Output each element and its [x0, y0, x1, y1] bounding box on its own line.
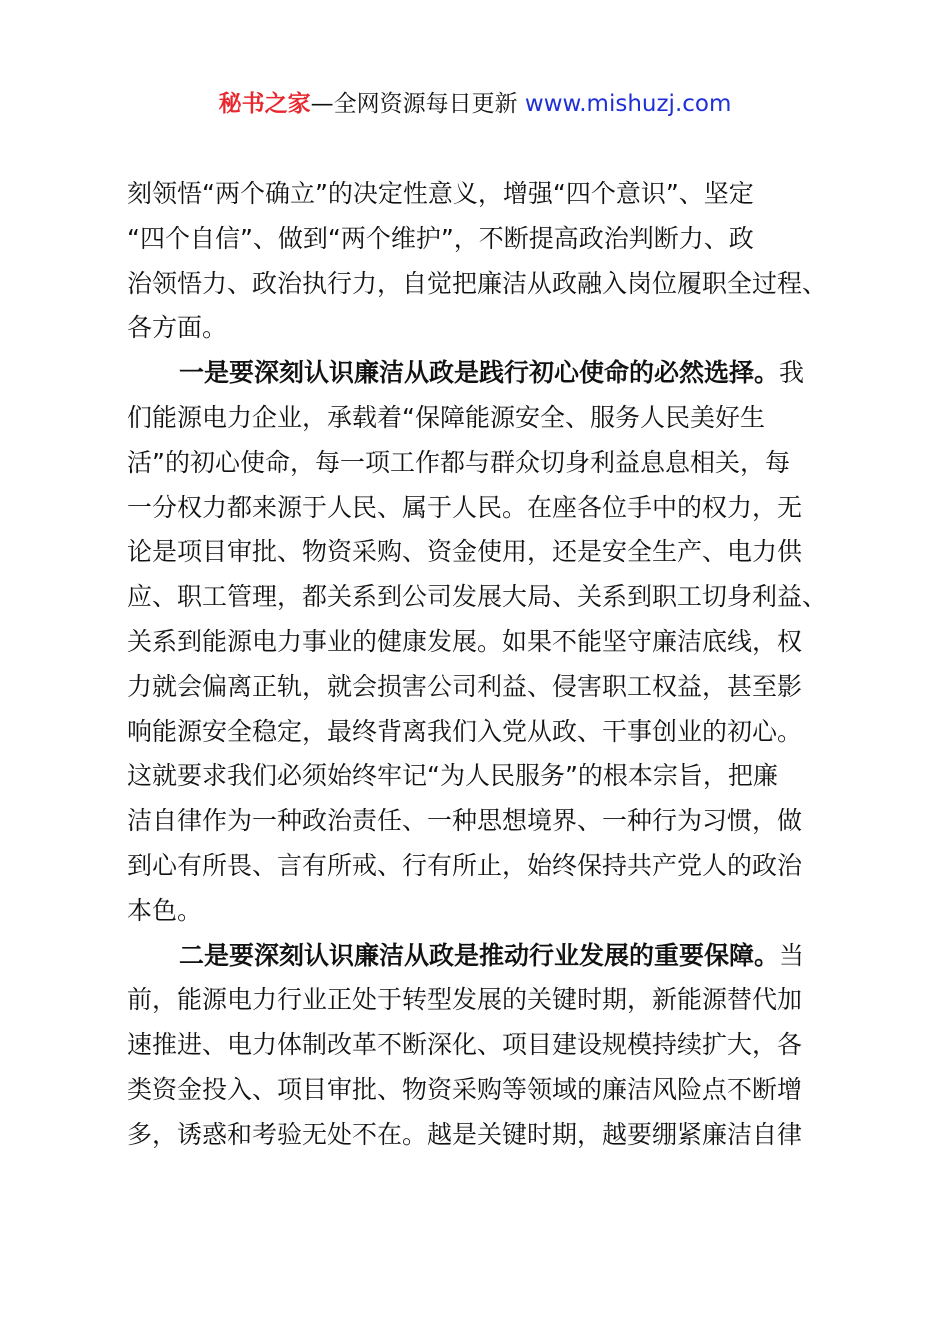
- text-line: 一分权力都来源于人民、属于人民。在座各位手中的权力，无: [127, 492, 803, 522]
- section-heading-line: 二是要深刻认识廉洁从政是推动行业发展的重要保障。当: [179, 940, 805, 970]
- text-line: 治领悟力、政治执行力，自觉把廉洁从政融入岗位履职全过程、: [127, 268, 828, 298]
- site-url-link[interactable]: www.mishuzj.com: [524, 91, 732, 117]
- text-line: 响能源安全稳定，最终背离我们入党从政、干事创业的初心。: [127, 716, 803, 746]
- text-line: 力就会偏离正轨，就会损害公司利益、侵害职工权益，甚至影: [127, 671, 803, 701]
- text-line: 这就要求我们必须始终牢记“为人民服务”的根本宗旨，把廉: [127, 761, 778, 791]
- text-line: 各方面。: [127, 313, 228, 343]
- text-line: 前，能源电力行业正处于转型发展的关键时期，新能源替代加: [127, 985, 803, 1015]
- text-line: 本色。: [127, 895, 203, 925]
- text-line: 应、职工管理，都关系到公司发展大局、关系到职工切身利益、: [127, 582, 828, 612]
- section-heading: 一是要深刻认识廉洁从政是践行初心使命的必然选择。: [179, 358, 780, 388]
- text-line: 活”的初心使命，每一项工作都与群众切身利益息息相关，每: [127, 447, 790, 477]
- text-line: “四个自信”、做到“两个维护”，不断提高政治判断力、政: [127, 223, 754, 253]
- section-heading: 二是要深刻认识廉洁从政是推动行业发展的重要保障。: [179, 940, 780, 970]
- brand-name: 秘书之家: [218, 91, 311, 117]
- text-line: 关系到能源电力事业的健康发展。如果不能坚守廉洁底线，权: [127, 626, 803, 656]
- text-line: 速推进、电力体制改革不断深化、项目建设规模持续扩大，各: [127, 1030, 803, 1060]
- text-line: 洁自律作为一种政治责任、一种思想境界、一种行为习惯，做: [127, 806, 803, 836]
- text-line: 多，诱惑和考验无处不在。越是关键时期，越要绷紧廉洁自律: [127, 1119, 803, 1149]
- text-line: 类资金投入、项目审批、物资采购等领域的廉洁风险点不断增: [127, 1074, 803, 1104]
- text-line: 刻领悟“两个确立”的决定性意义，增强“四个意识”、坚定: [127, 179, 754, 208]
- text-line: 到心有所畏、言有所戒、行有所止，始终保持共产党人的政治: [127, 850, 803, 880]
- document-body: [127, 172, 837, 1158]
- header-tagline: —全网资源每日更新: [310, 91, 518, 117]
- text-line: 们能源电力企业，承载着“保障能源安全、服务人民美好生: [127, 402, 765, 432]
- page-header: [0, 86, 950, 122]
- text-line: 论是项目审批、物资采购、资金使用，还是安全生产、电力供: [127, 537, 803, 567]
- section-heading-line: 一是要深刻认识廉洁从政是践行初心使命的必然选择。我: [179, 358, 805, 388]
